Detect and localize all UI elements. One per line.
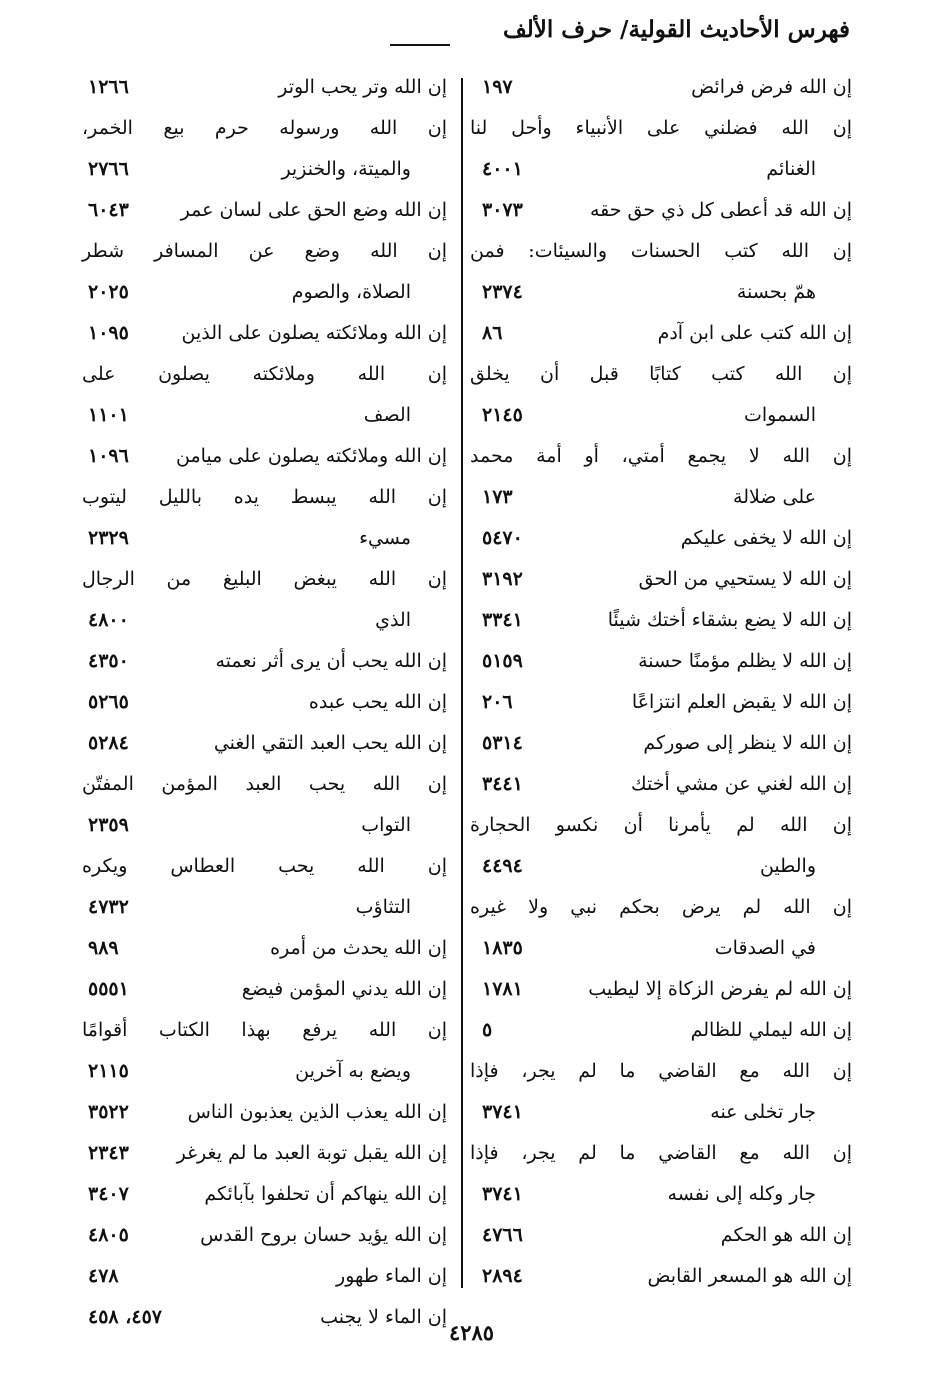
entry-text: التواب	[361, 814, 411, 836]
index-entry	[470, 685, 852, 726]
index-entry	[82, 1218, 447, 1259]
entry-text: إن الله كتب على ابن آدم	[657, 322, 852, 344]
entry-number: ١٩٧	[482, 76, 513, 98]
entry-text: إن الله هو الحكم	[720, 1224, 852, 1246]
page-number: ٤٢٨٥	[448, 1320, 495, 1345]
index-entry	[470, 1259, 852, 1300]
entry-text: والميتة، والخنزير	[281, 158, 411, 180]
index-entry	[82, 603, 447, 644]
index-entry	[82, 193, 447, 234]
entry-text: إن الله لم يرض بحكم نبي ولا غيره	[470, 896, 852, 918]
index-entry	[470, 521, 852, 562]
entry-text: إن الله يحدث من أمره	[270, 937, 447, 959]
index-entry	[82, 562, 447, 603]
entry-number: ٢٣٧٤	[482, 281, 523, 303]
index-entry	[470, 111, 852, 152]
entry-number: ٣٧٤١	[482, 1101, 523, 1123]
entry-text: همّ بحسنة	[736, 281, 816, 303]
entry-text: إن الله لغني عن مشي أختك	[630, 773, 852, 795]
index-entry	[470, 890, 852, 931]
entry-text: الغنائم	[766, 158, 816, 180]
entry-number: ٤٣٥٠	[88, 650, 129, 672]
index-entry	[82, 972, 447, 1013]
entry-text: إن الله ورسوله حرم بيع الخمر،	[82, 117, 447, 139]
index-entry	[82, 890, 447, 931]
index-entry	[82, 685, 447, 726]
index-entry	[82, 439, 447, 480]
entry-number: ٣٥٢٢	[88, 1101, 129, 1123]
entry-number: ٥٢٦٥	[88, 691, 129, 713]
index-entry	[470, 1177, 852, 1218]
entry-text: إن الله وملائكته يصلون على الذين	[181, 322, 447, 344]
entry-text: إن الله ليملي للظالم	[690, 1019, 852, 1041]
entry-number: ٤٨٠٠	[88, 609, 129, 631]
index-entry	[82, 234, 447, 275]
entry-number: ٢١٤٥	[482, 404, 523, 426]
entry-number: ٤٥٧، ٤٥٨	[88, 1306, 162, 1328]
index-entry	[470, 398, 852, 439]
entry-text: إن الله يحب عبده	[308, 691, 447, 713]
entry-text: التثاؤب	[355, 896, 411, 918]
entry-text: إن الله هو المسعر القابض	[647, 1265, 852, 1287]
entry-number: ١٢٦٦	[88, 76, 129, 98]
index-entry	[470, 562, 852, 603]
index-entry	[82, 480, 447, 521]
entry-text: إن الله لا يستحيي من الحق	[638, 568, 852, 590]
entry-text: الصف	[363, 404, 411, 426]
index-entry	[82, 644, 447, 685]
entry-text: إن الله وضع الحق على لسان عمر	[180, 199, 447, 221]
entry-text: ويضع به آخرين	[295, 1060, 411, 1082]
index-entry	[470, 1095, 852, 1136]
entry-number: ٣٤٠٧	[88, 1183, 129, 1205]
index-entry	[82, 1177, 447, 1218]
entry-text: مسيء	[359, 527, 411, 549]
entry-number: ٤٤٩٤	[482, 855, 523, 877]
index-entry	[82, 1259, 447, 1300]
entry-number: ٥٤٧٠	[482, 527, 523, 549]
index-entry	[470, 193, 852, 234]
entry-number: ١٨٣٥	[482, 937, 523, 959]
entry-text: إن الله وملائكته يصلون على ميامن	[176, 445, 447, 467]
index-entry	[470, 1013, 852, 1054]
entry-text: إن الله يحب العبد التقي الغني	[213, 732, 447, 754]
entry-number: ١٧٣	[482, 486, 513, 508]
entry-number: ٢٣٤٣	[88, 1142, 129, 1164]
entry-number: ٢٠٦	[482, 691, 513, 713]
entry-text: إن الله يدني المؤمن فيضع	[241, 978, 447, 1000]
index-entry	[470, 1218, 852, 1259]
index-entry	[82, 1095, 447, 1136]
index-entry	[470, 275, 852, 316]
entry-number: ٥	[482, 1019, 493, 1041]
index-entry	[470, 726, 852, 767]
entry-text: إن الله يبغض البليغ من الرجال	[82, 568, 447, 590]
entry-text: إن الله فرض فرائض	[691, 76, 852, 98]
index-entry	[470, 439, 852, 480]
entry-number: ٨٦	[482, 322, 503, 344]
index-entry	[470, 849, 852, 890]
entry-text: إن الله لا يضع بشقاء أختك شيئًا	[607, 609, 852, 631]
entry-number: ٢٧٦٦	[88, 158, 129, 180]
entry-number: ٣١٩٢	[482, 568, 523, 590]
entry-number: ٥٥٥١	[88, 978, 129, 1000]
index-entry	[470, 931, 852, 972]
entry-text: إن الله لا ينظر إلى صوركم	[643, 732, 852, 754]
entry-text: إن الله يؤيد حسان بروح القدس	[200, 1224, 447, 1246]
entry-text: الذي	[375, 609, 411, 631]
index-entry	[82, 398, 447, 439]
column-divider	[461, 78, 463, 1288]
entry-text: إن الله فضلني على الأنبياء وأحل لنا	[470, 117, 852, 139]
entry-text: على ضلالة	[733, 486, 816, 508]
entry-text: إن الله قد أعطى كل ذي حق حقه	[589, 199, 852, 221]
index-entry	[82, 316, 447, 357]
index-entry	[470, 808, 852, 849]
entry-number: ٥٣١٤	[482, 732, 523, 754]
entry-text: إن الماء طهور	[336, 1265, 447, 1287]
index-entry	[470, 1136, 852, 1177]
index-entry	[470, 644, 852, 685]
entry-number: ٥١٥٩	[482, 650, 523, 672]
header-title: فهرس الأحاديث القولية/ حرف الألف	[502, 16, 850, 43]
entry-number: ٤٧٦٦	[482, 1224, 523, 1246]
entry-number: ٣٣٤١	[482, 609, 523, 631]
entry-number: ١٠٩٦	[88, 445, 129, 467]
entry-text: إن الله مع القاضي ما لم يجر، فإذا	[470, 1142, 852, 1164]
index-entry	[82, 808, 447, 849]
left-column	[82, 70, 447, 1341]
index-entry	[82, 70, 447, 111]
entry-text: إن الله كتب الحسنات والسيئات: فمن	[470, 240, 852, 262]
entry-text: إن الله مع القاضي ما لم يجر، فإذا	[470, 1060, 852, 1082]
index-entry	[82, 1054, 447, 1095]
entry-text: إن الله يحب العبد المؤمن المفتّن	[82, 773, 447, 795]
index-entry	[82, 111, 447, 152]
entry-number: ٢٨٩٤	[482, 1265, 523, 1287]
index-entry	[82, 931, 447, 972]
index-entry	[82, 1013, 447, 1054]
entry-number: ٩٨٩	[88, 937, 119, 959]
entry-text: إن الماء لا يجنب	[320, 1306, 447, 1328]
entry-number: ٢٣٥٩	[88, 814, 129, 836]
entry-text: إن الله يعذب الذين يعذبون الناس	[187, 1101, 447, 1123]
index-entry	[470, 480, 852, 521]
index-entry	[82, 152, 447, 193]
index-entry	[470, 1054, 852, 1095]
entry-number: ٥٢٨٤	[88, 732, 129, 754]
index-entry	[470, 972, 852, 1013]
entry-text: إن الله لا يجمع أمتي، أو أمة محمد	[470, 445, 852, 467]
entry-text: والطين	[759, 855, 816, 877]
index-entry	[82, 275, 447, 316]
entry-text: إن الله يحب العطاس ويكره	[82, 855, 447, 877]
entry-number: ٣٧٤١	[482, 1183, 523, 1205]
index-entry	[82, 849, 447, 890]
entry-text: إن الله يرفع بهذا الكتاب أقوامًا	[82, 1019, 447, 1041]
entry-number: ٢٠٢٥	[88, 281, 129, 303]
entry-number: ٤٧٨	[88, 1265, 119, 1287]
index-entry	[82, 357, 447, 398]
entry-number: ٣٤٤١	[482, 773, 523, 795]
entry-text: إن الله يقبل توبة العبد ما لم يغرغر	[176, 1142, 447, 1164]
entry-text: إن الله لا يقبض العلم انتزاعًا	[631, 691, 852, 713]
entry-number: ١٠٩٥	[88, 322, 129, 344]
entry-text: في الصدقات	[714, 937, 816, 959]
entry-text: جار وكله إلى نفسه	[667, 1183, 816, 1205]
entry-text: إن الله يبسط يده بالليل ليتوب	[82, 486, 447, 508]
index-entry	[82, 521, 447, 562]
index-entry	[470, 767, 852, 808]
running-header	[60, 14, 850, 54]
entry-number: ٢٣٢٩	[88, 527, 129, 549]
entry-text: إن الله لا يخفى عليكم	[680, 527, 852, 549]
index-entry	[470, 316, 852, 357]
entry-text: جار تخلى عنه	[710, 1101, 816, 1123]
index-entry	[82, 1136, 447, 1177]
entry-number: ٤٧٣٢	[88, 896, 129, 918]
entry-text: إن الله لم يفرض الزكاة إلا ليطيب	[588, 978, 852, 1000]
index-entry	[470, 152, 852, 193]
index-entry	[470, 603, 852, 644]
entry-text: إن الله لا يظلم مؤمنًا حسنة	[638, 650, 852, 672]
entry-number: ٤٨٠٥	[88, 1224, 129, 1246]
index-entry	[82, 767, 447, 808]
entry-number: ١٧٨١	[482, 978, 523, 1000]
entry-text: إن الله ينهاكم أن تحلفوا بآبائكم	[204, 1183, 447, 1205]
entry-number: ٦٠٤٣	[88, 199, 129, 221]
entry-number: ٢١١٥	[88, 1060, 129, 1082]
entry-text: إن الله وضع عن المسافر شطر	[82, 240, 447, 262]
entry-text: إن الله وتر يحب الوتر	[278, 76, 447, 98]
entry-text: السموات	[744, 404, 816, 426]
entry-number: ١١٠١	[88, 404, 129, 426]
entry-text: إن الله كتب كتابًا قبل أن يخلق	[470, 363, 852, 385]
index-entry	[470, 70, 852, 111]
header-rule	[390, 44, 450, 46]
right-column	[470, 70, 852, 1300]
entry-number: ٣٠٧٣	[482, 199, 523, 221]
index-entry	[470, 234, 852, 275]
entry-text: إن الله وملائكته يصلون على	[82, 363, 447, 385]
entry-text: الصلاة، والصوم	[291, 281, 411, 303]
entry-text: إن الله يحب أن يرى أثر نعمته	[215, 650, 447, 672]
entry-text: إن الله لم يأمرنا أن نكسو الحجارة	[470, 814, 852, 836]
index-entry	[470, 357, 852, 398]
entry-number: ٤٠٠١	[482, 158, 523, 180]
index-entry	[82, 726, 447, 767]
